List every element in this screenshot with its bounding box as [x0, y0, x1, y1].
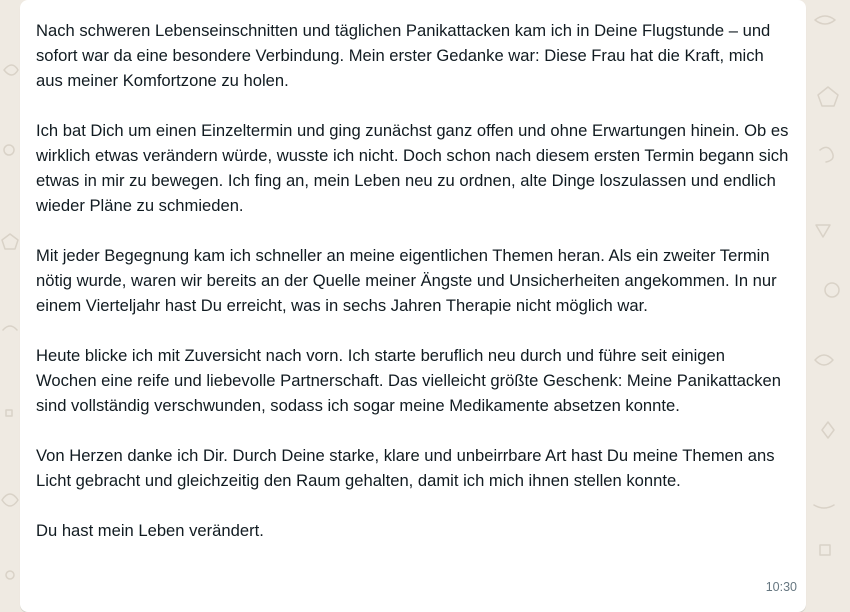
leaf-doodle-icon: [2, 494, 18, 506]
square-doodle-icon: [6, 410, 12, 416]
message-bubble[interactable]: [20, 0, 806, 612]
star-doodle-icon: [818, 87, 838, 106]
message-paragraph-1: Nach schweren Lebenseinschnitten und täglichen Panikattacken kam ich in Deine Flugstunde – und sofort war da eine besondere Verbindung. Mein erster Gedanke war: Diese Frau hat die Kraft, mich aus meiner Komfortzone zu holen.: [36, 21, 771, 90]
swirl-doodle-icon: [820, 147, 833, 162]
diamond-doodle-icon: [822, 422, 834, 438]
arc-doodle-icon: [3, 326, 17, 330]
triangle-doodle-icon: [816, 225, 830, 237]
arc-doodle-icon: [814, 505, 834, 508]
circle-doodle-icon: [825, 283, 839, 297]
message-paragraph-3: Mit jeder Begegnung kam ich schneller an meine eigentlichen Themen heran. Als ein zweiter Termin nötig wurde, waren wir bereits an der Quelle meiner Ängste und Unsicherheiten angekommen. In nur einem Vierteljahr hast Du erreicht, was in sechs Jahren Therapie nicht möglich war.: [36, 246, 777, 315]
circle-doodle-icon: [6, 571, 14, 579]
message-paragraph-2: Ich bat Dich um einen Einzeltermin und ging zunächst ganz offen und ohne Erwartungen hinein. Ob es wirklich etwas verändern würde, wusste ich nicht. Doch schon nach diesem ersten Termin begann sich etwas in mir zu bewegen. Ich fing an, mein Leben neu zu ordnen, alte Dinge loszulassen und endlich wieder Pläne zu schmieden.: [36, 121, 789, 215]
leaf-doodle-icon: [4, 65, 18, 75]
message-text: [36, 18, 790, 543]
leaf-doodle-icon: [815, 16, 835, 24]
message-paragraph-5: Von Herzen danke ich Dir. Durch Deine starke, klare und unbeirrbare Art hast Du meine Themen ans Licht gebracht und gleichzeitig den Raum gehalten, damit ich mich ihnen stellen konnte.: [36, 446, 775, 490]
leaf-doodle-icon: [815, 355, 833, 365]
circle-doodle-icon: [4, 145, 14, 155]
star-doodle-icon: [2, 234, 18, 249]
square-doodle-icon: [820, 545, 830, 555]
message-timestamp: 10:30: [765, 580, 797, 594]
message-paragraph-6: Du hast mein Leben verändert.: [36, 521, 264, 540]
message-paragraph-4: Heute blicke ich mit Zuversicht nach vorn. Ich starte beruflich neu durch und führe seit einigen Wochen eine reife und liebevolle Partnerschaft. Das vielleicht größte Geschenk: Meine Panikattacken sind vollständig verschwunden, sodass ich sogar meine Medikamente absetzen konnte.: [36, 346, 781, 415]
